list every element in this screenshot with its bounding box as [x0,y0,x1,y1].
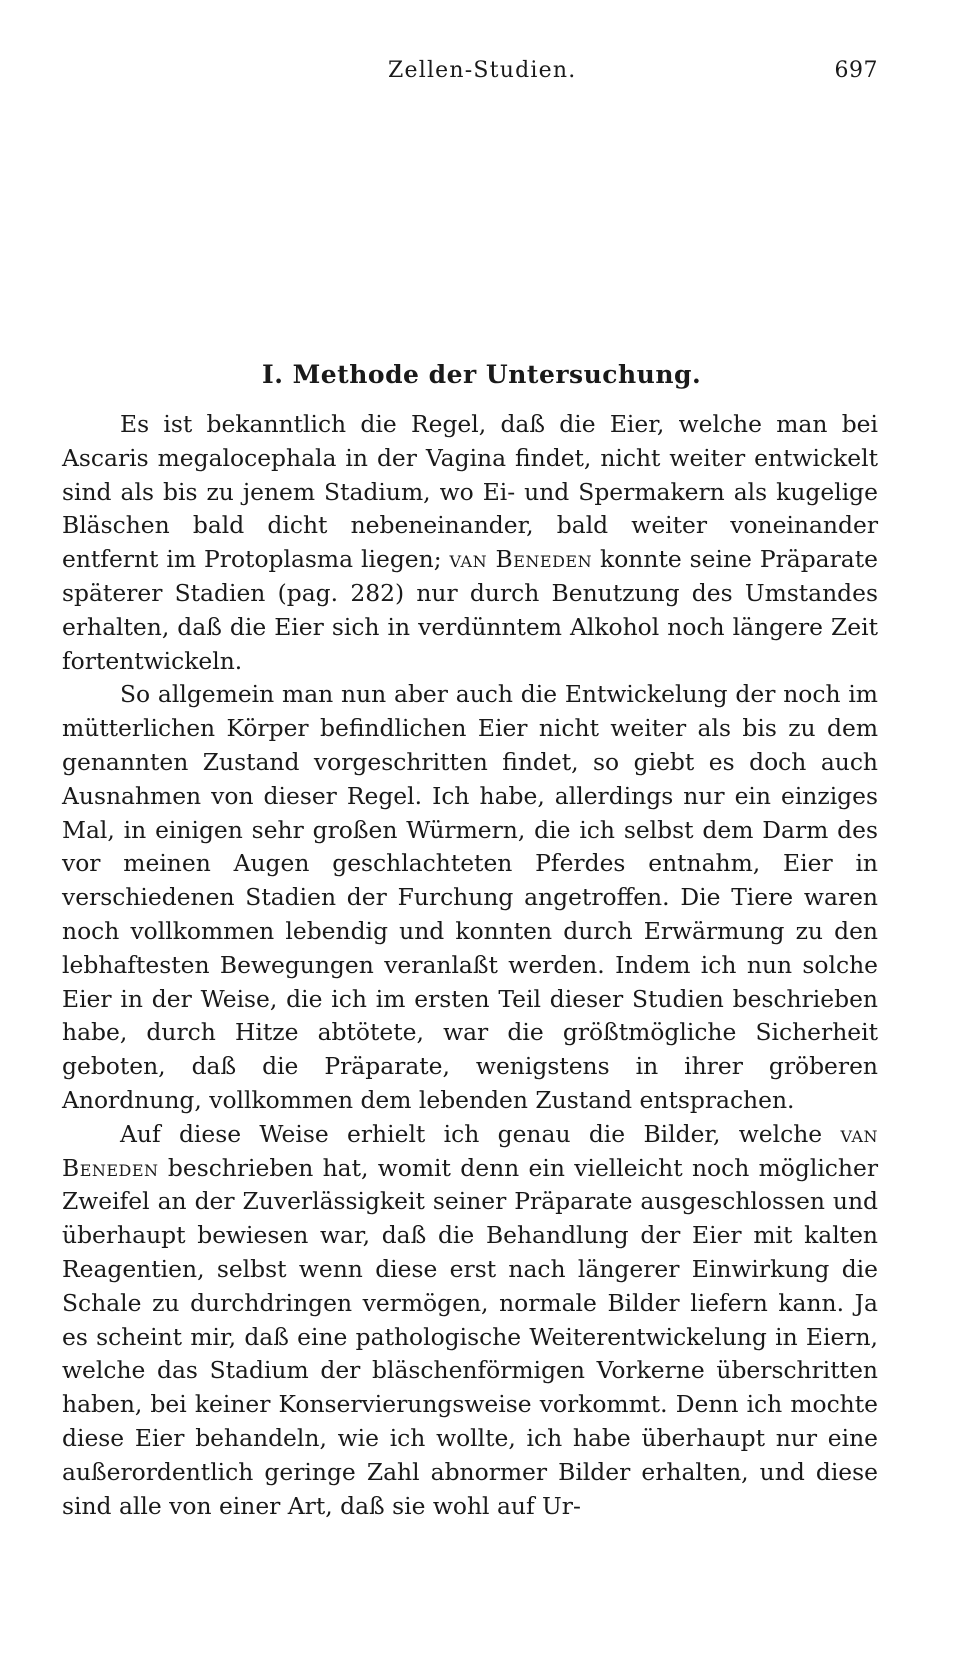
paragraph-2: So allgemein man nun aber auch die Entwickelung der noch im mütterlichen Körper befindlichen Eier nicht weiter als bis zu dem genannten Zustand vorgeschritten findet, so giebt es doch auch Ausnahmen von dieser Regel. Ich habe, allerdings nur ein einziges Mal, in einigen sehr großen Würmern, die ich selbst dem Darm des vor meinen Augen geschlachteten Pferdes entnahm, Eier in verschiedenen Stadien der Furchung angetroffen. Die Tiere waren noch vollkommen lebendig und konnten durch Erwärmung zu den lebhaftesten Bewegungen veranlaßt werden. Indem ich nun solche Eier in der Weise, die ich im ersten Teil dieser Studien beschrieben habe, durch Hitze abtötete, war die größtmögliche Sicherheit geboten, daß die Präparate, wenigstens in ihrer gröberen Anordnung, vollkommen dem lebenden Zustand entsprachen. [62,680,878,1114]
author-name: van Beneden [62,1119,878,1182]
section-heading: I. Methode der Untersuchung. [262,360,702,389]
running-header [62,58,878,94]
page-number: 697 [834,58,878,83]
paragraph-3-text-b: beschrieben hat, womit denn ein vielleicht noch möglicher Zweifel an der Zuverlässigkeit seiner Präparate ausgeschlossen und überhaupt bewiesen war, daß die Behandlung der Eier mit kalten Reagentien, selbst wenn diese erst nach längerer Einwirkung die Schale zu durchdringen vermögen, normale Bilder liefern kann. Ja es scheint mir, daß eine pathologische Weiterentwickelung in Eiern, welche das Stadium der bläschenförmigen Vorkerne überschritten haben, bei keiner Konservierungsweise vorkommt. Denn ich mochte diese Eier behandeln, wie ich wollte, ich habe überhaupt nur eine außerordentlich geringe Zahl abnormer Bilder erhalten, und diese sind alle von einer Art, daß sie wohl auf Ur- [62,1153,878,1520]
paragraph-3 [62,1118,878,1524]
paragraph-3-text-a: Auf diese Weise erhielt ich genau die Bilder, welche [120,1119,841,1148]
body-text [62,408,878,1523]
paragraph-1-text-a: Es ist bekanntlich die Regel, daß die Eier, welche man bei Ascaris megalocephala in der Vagina findet, nicht weiter entwickelt sind als bis zu jenem Stadium, wo Ei- und Spermakern als kugelige Bläschen bald dicht nebeneinander, bald weiter voneinander entfernt im Protoplasma liegen; [62,410,878,574]
paragraph-1-text-b: konnte seine Präparate späterer Stadien (pag. 282) nur durch Benutzung des Umstandes erhalten, daß die Eier sich in verdünntem Alkohol noch längere Zeit fortentwickeln. [62,545,878,675]
paragraph-1 [62,408,878,678]
running-title: Zellen-Studien. [388,58,577,83]
author-name: van Beneden [449,545,593,574]
